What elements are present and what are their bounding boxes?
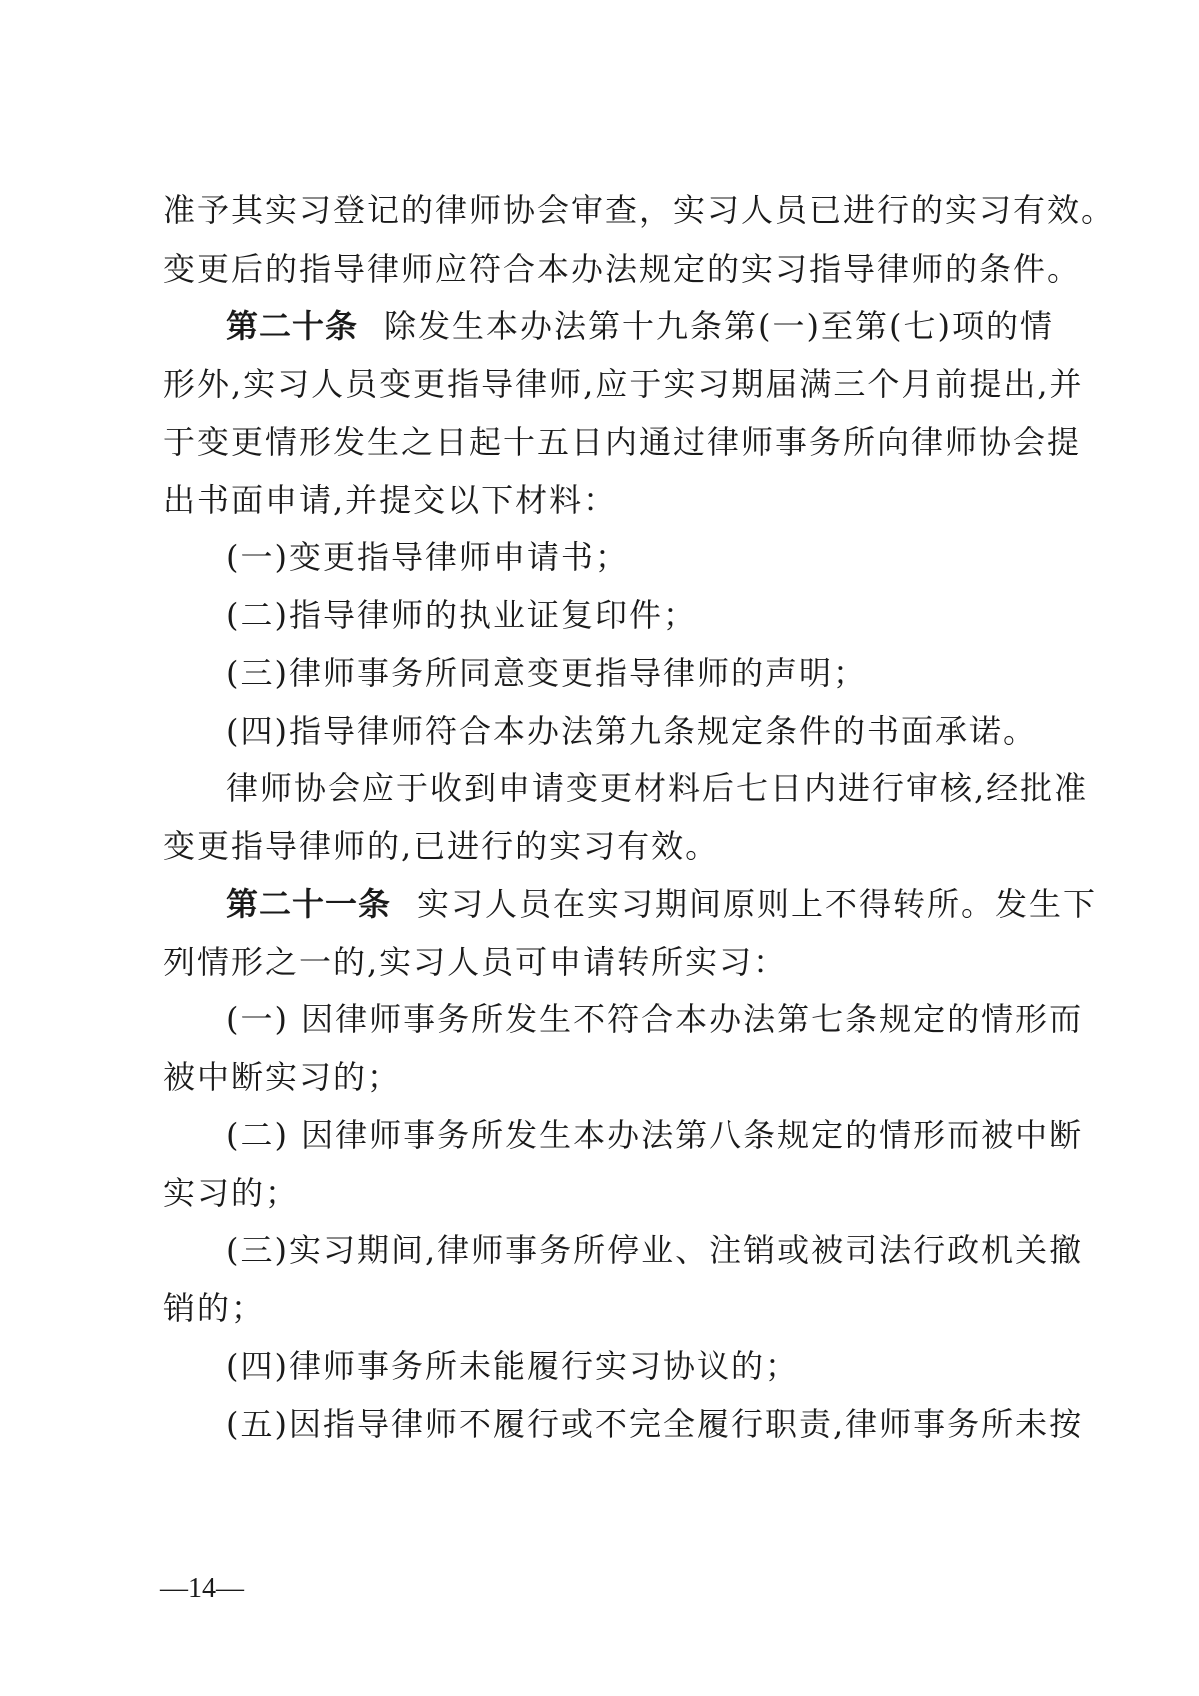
page-number: —14— — [160, 1573, 244, 1604]
article-21-number: 第二十一条 — [226, 885, 392, 923]
list-item: (二) 因律师事务所发生本办法第八条规定的情形而被中断 — [226, 1116, 1084, 1154]
list-item: (一)变更指导律师申请书； — [226, 538, 629, 576]
text-line: 形外,实习人员变更指导律师,应于实习期届满三个月前提出,并 — [163, 365, 1084, 403]
text-line: 列情形之一的,实习人员可申请转所实习： — [163, 943, 788, 981]
text-line: 出书面申请,并提交以下材料： — [163, 481, 618, 519]
list-item: (一) 因律师事务所发生不符合本办法第七条规定的情形而 — [226, 1000, 1084, 1038]
article-20-heading-line — [226, 306, 1054, 346]
list-item: (五)因指导律师不履行或不完全履行职责,律师事务所未按 — [226, 1405, 1084, 1443]
text-line: 律师协会应于收到申请变更材料后七日内进行审核,经批准 — [226, 769, 1089, 807]
article-20-number: 第二十条 — [226, 307, 359, 345]
text-line: 于变更情形发生之日起十五日内通过律师事务所向律师协会提 — [163, 423, 1082, 461]
list-item: (三)律师事务所同意变更指导律师的声明； — [226, 654, 867, 692]
list-item: (四)指导律师符合本办法第九条规定条件的书面承诺。 — [226, 712, 1037, 750]
text-line: 除发生本办法第十九条第(一)至第(七)项的情 — [384, 307, 1054, 345]
article-21-heading-line — [226, 884, 1098, 924]
text-line: 实习的； — [163, 1174, 300, 1212]
text-line: 变更指导律师的,已进行的实习有效。 — [163, 827, 720, 865]
list-item: (二)指导律师的执业证复印件； — [226, 596, 697, 634]
text-line: 实习人员在实习期间原则上不得转所。发生下 — [417, 885, 1098, 923]
text-line: 被中断实习的； — [163, 1058, 402, 1096]
list-item: (四)律师事务所未能履行实习协议的； — [226, 1347, 799, 1385]
list-item: (三)实习期间,律师事务所停业、注销或被司法行政机关撤 — [226, 1231, 1084, 1269]
text-line: 准予其实习登记的律师协会审查，实习人员已进行的实习有效。 — [163, 191, 1116, 229]
text-line: 销的； — [163, 1289, 266, 1327]
text-line: 变更后的指导律师应符合本办法规定的实习指导律师的条件。 — [163, 250, 1082, 288]
